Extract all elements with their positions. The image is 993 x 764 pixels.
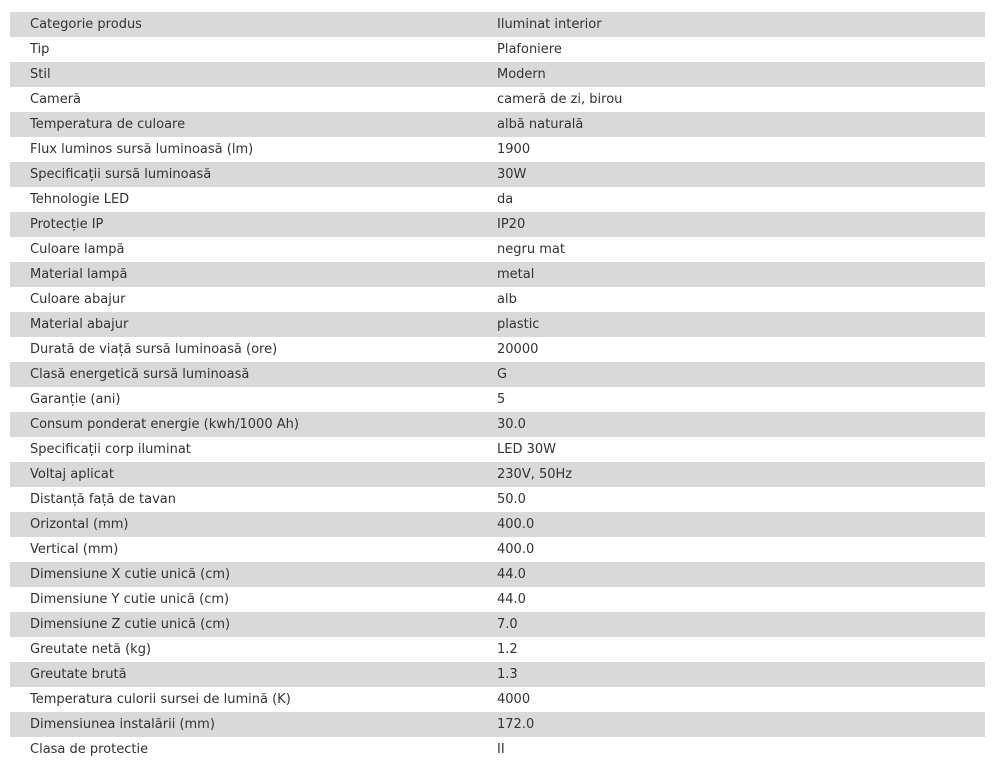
spec-row [10,587,985,612]
spec-label: Temperatura culorii sursei de lumină (K) [10,687,477,712]
spec-row [10,262,985,287]
spec-value: Iluminat interior [477,12,985,37]
spec-row [10,637,985,662]
spec-row [10,337,985,362]
spec-label: Culoare abajur [10,287,477,312]
spec-value: 50.0 [477,487,985,512]
spec-value: negru mat [477,237,985,262]
spec-row [10,162,985,187]
spec-value: 4000 [477,687,985,712]
spec-value: Plafoniere [477,37,985,62]
spec-row [10,312,985,337]
spec-value: 30.0 [477,412,985,437]
spec-row [10,687,985,712]
spec-value: 30W [477,162,985,187]
spec-row [10,237,985,262]
spec-label: Specificații sursă luminoasă [10,162,477,187]
spec-row [10,287,985,312]
spec-label: Dimensiunea instalării (mm) [10,712,477,737]
spec-row [10,612,985,637]
spec-label: Categorie produs [10,12,477,37]
spec-label: Dimensiune Y cutie unică (cm) [10,587,477,612]
spec-value: LED 30W [477,437,985,462]
spec-row [10,362,985,387]
spec-row [10,437,985,462]
spec-row [10,212,985,237]
spec-row [10,662,985,687]
spec-row [10,37,985,62]
spec-value: IP20 [477,212,985,237]
spec-label: Orizontal (mm) [10,512,477,537]
spec-value: 20000 [477,337,985,362]
spec-value: 1.2 [477,637,985,662]
spec-label: Clasa de protectie [10,737,477,762]
spec-row [10,137,985,162]
spec-label: Vertical (mm) [10,537,477,562]
spec-label: Dimensiune Z cutie unică (cm) [10,612,477,637]
spec-row [10,62,985,87]
spec-value: cameră de zi, birou [477,87,985,112]
spec-label: Clasă energetică sursă luminoasă [10,362,477,387]
spec-label: Culoare lampă [10,237,477,262]
spec-row [10,487,985,512]
spec-row [10,462,985,487]
spec-value: 1.3 [477,662,985,687]
spec-label: Protecție IP [10,212,477,237]
spec-row [10,112,985,137]
spec-label: Tip [10,37,477,62]
spec-row [10,87,985,112]
spec-row [10,562,985,587]
spec-row [10,512,985,537]
product-specs-body [10,12,985,762]
spec-label: Flux luminos sursă luminoasă (lm) [10,137,477,162]
spec-row [10,537,985,562]
spec-value: 1900 [477,137,985,162]
product-specs-table [10,12,985,762]
spec-label: Garanție (ani) [10,387,477,412]
spec-value: 44.0 [477,587,985,612]
spec-value: G [477,362,985,387]
spec-row [10,412,985,437]
spec-value: 172.0 [477,712,985,737]
spec-label: Material lampă [10,262,477,287]
spec-label: Greutate brută [10,662,477,687]
spec-value: plastic [477,312,985,337]
spec-value: albă naturală [477,112,985,137]
spec-label: Durată de viață sursă luminoasă (ore) [10,337,477,362]
spec-row [10,12,985,37]
spec-label: Specificații corp iluminat [10,437,477,462]
spec-row [10,737,985,762]
spec-value: da [477,187,985,212]
spec-row [10,187,985,212]
spec-value: 230V, 50Hz [477,462,985,487]
spec-label: Temperatura de culoare [10,112,477,137]
spec-value: 400.0 [477,537,985,562]
spec-value: alb [477,287,985,312]
spec-label: Dimensiune X cutie unică (cm) [10,562,477,587]
spec-value: II [477,737,985,762]
spec-row [10,387,985,412]
spec-label: Cameră [10,87,477,112]
spec-label: Stil [10,62,477,87]
spec-label: Distanță față de tavan [10,487,477,512]
spec-label: Material abajur [10,312,477,337]
spec-label: Greutate netă (kg) [10,637,477,662]
spec-label: Tehnologie LED [10,187,477,212]
spec-row [10,712,985,737]
spec-value: metal [477,262,985,287]
spec-value: 7.0 [477,612,985,637]
spec-label: Voltaj aplicat [10,462,477,487]
spec-value: 400.0 [477,512,985,537]
spec-value: 44.0 [477,562,985,587]
spec-value: Modern [477,62,985,87]
spec-label: Consum ponderat energie (kwh/1000 Ah) [10,412,477,437]
spec-value: 5 [477,387,985,412]
